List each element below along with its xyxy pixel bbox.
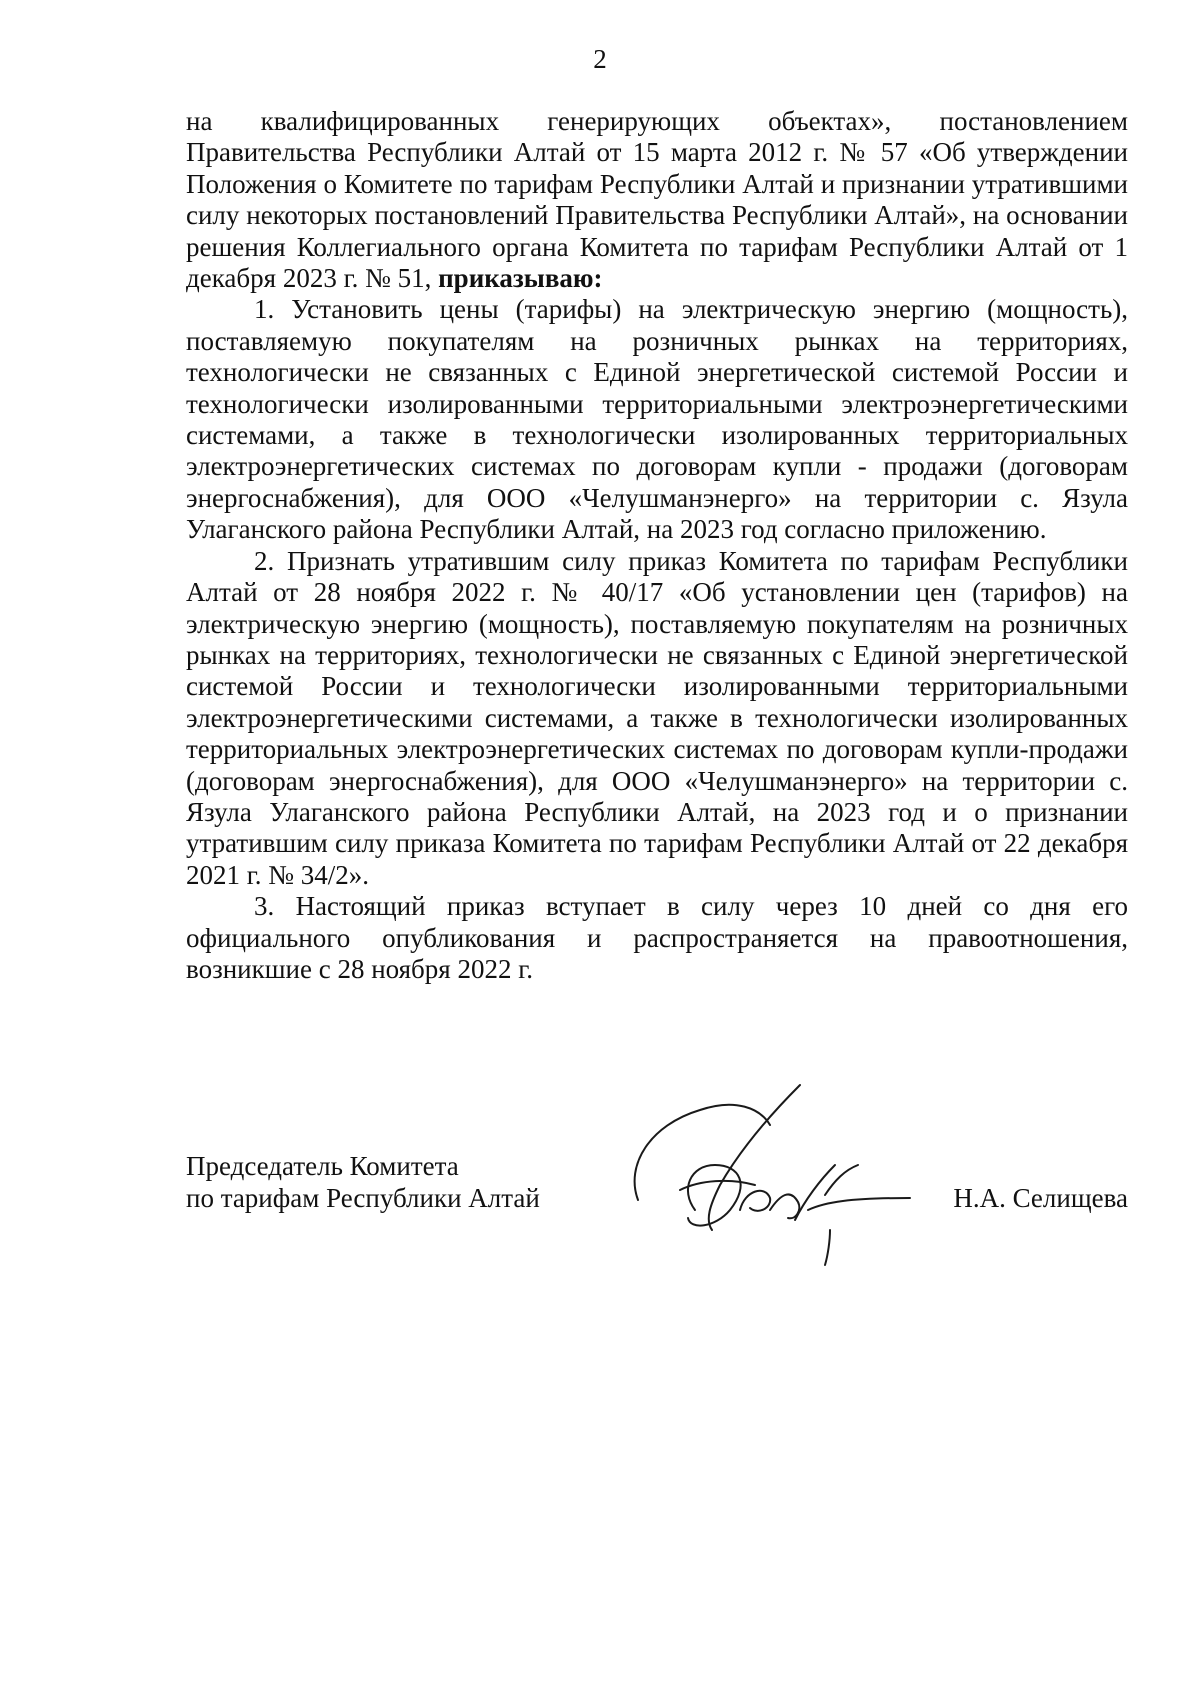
intro-text: на квалифицированных генерирующих объектах», постановлением Правительства Республики Алтай от 15 марта 2012 г. № 57 «Об утверждении Положения о Комитете по тарифам Республики Алтай и признании утратившими силу некоторых постановлений Правительства Республики Алтай», на основании решения Коллегиального органа Комитета по тарифам Республики Алтай от 1 декабря 2023 г. № 51, xyxy=(186,106,1128,294)
order-item-1: 1. Установить цены (тарифы) на электрическую энергию (мощность), поставляемую покупателям на розничных рынках на территориях, технологически не связанных с Единой энергетической системой России и технологически изолированными территориальными электроэнергетическими системами, а также в технологически изолированных территориальных электроэнергетических системах по договорам купли - продажи (договорам энергоснабжения), для ООО «Челушманэнерго» на территории с. Язула Улаганского района Республики Алтай, на 2023 год согласно приложению. xyxy=(186,294,1128,545)
signer-name: Н.А. Селищева xyxy=(953,1183,1128,1213)
order-item-3: 3. Настоящий приказ вступает в силу через 10 дней со дня его официального опубликования и распространяется на правоотношения, возникшие с 28 ноября 2022 г. xyxy=(186,891,1128,984)
intro-paragraph xyxy=(186,106,1128,294)
page-number: 2 xyxy=(593,44,607,74)
handwritten-signature xyxy=(620,1070,920,1270)
order-word: приказываю: xyxy=(438,263,603,294)
document-body xyxy=(186,106,1128,985)
signer-position xyxy=(186,1150,540,1214)
order-item-2: 2. Признать утратившим силу приказ Комитета по тарифам Республики Алтай от 28 ноября 2022 г. № 40/17 «Об установлении цен (тарифов) на электрическую энергию (мощность), поставляемую покупателям на розничных рынках на территориях, технологически не связанных с Единой энергетической системой России и технологически изолированными территориальными электроэнергетическими системами, а также в технологически изолированных территориальных электроэнергетических системах по договорам купли-продажи (договорам энергоснабжения), для ООО «Челушманэнерго» на территории с. Язула Улаганского района Республики Алтай, на 2023 год и о признании утратившим силу приказа Комитета по тарифам Республики Алтай от 22 декабря 2021 г. № 34/2». xyxy=(186,545,1128,890)
signer-position-line-1: Председатель Комитета xyxy=(186,1151,459,1181)
signer-position-line-2: по тарифам Республики Алтай xyxy=(186,1183,540,1213)
